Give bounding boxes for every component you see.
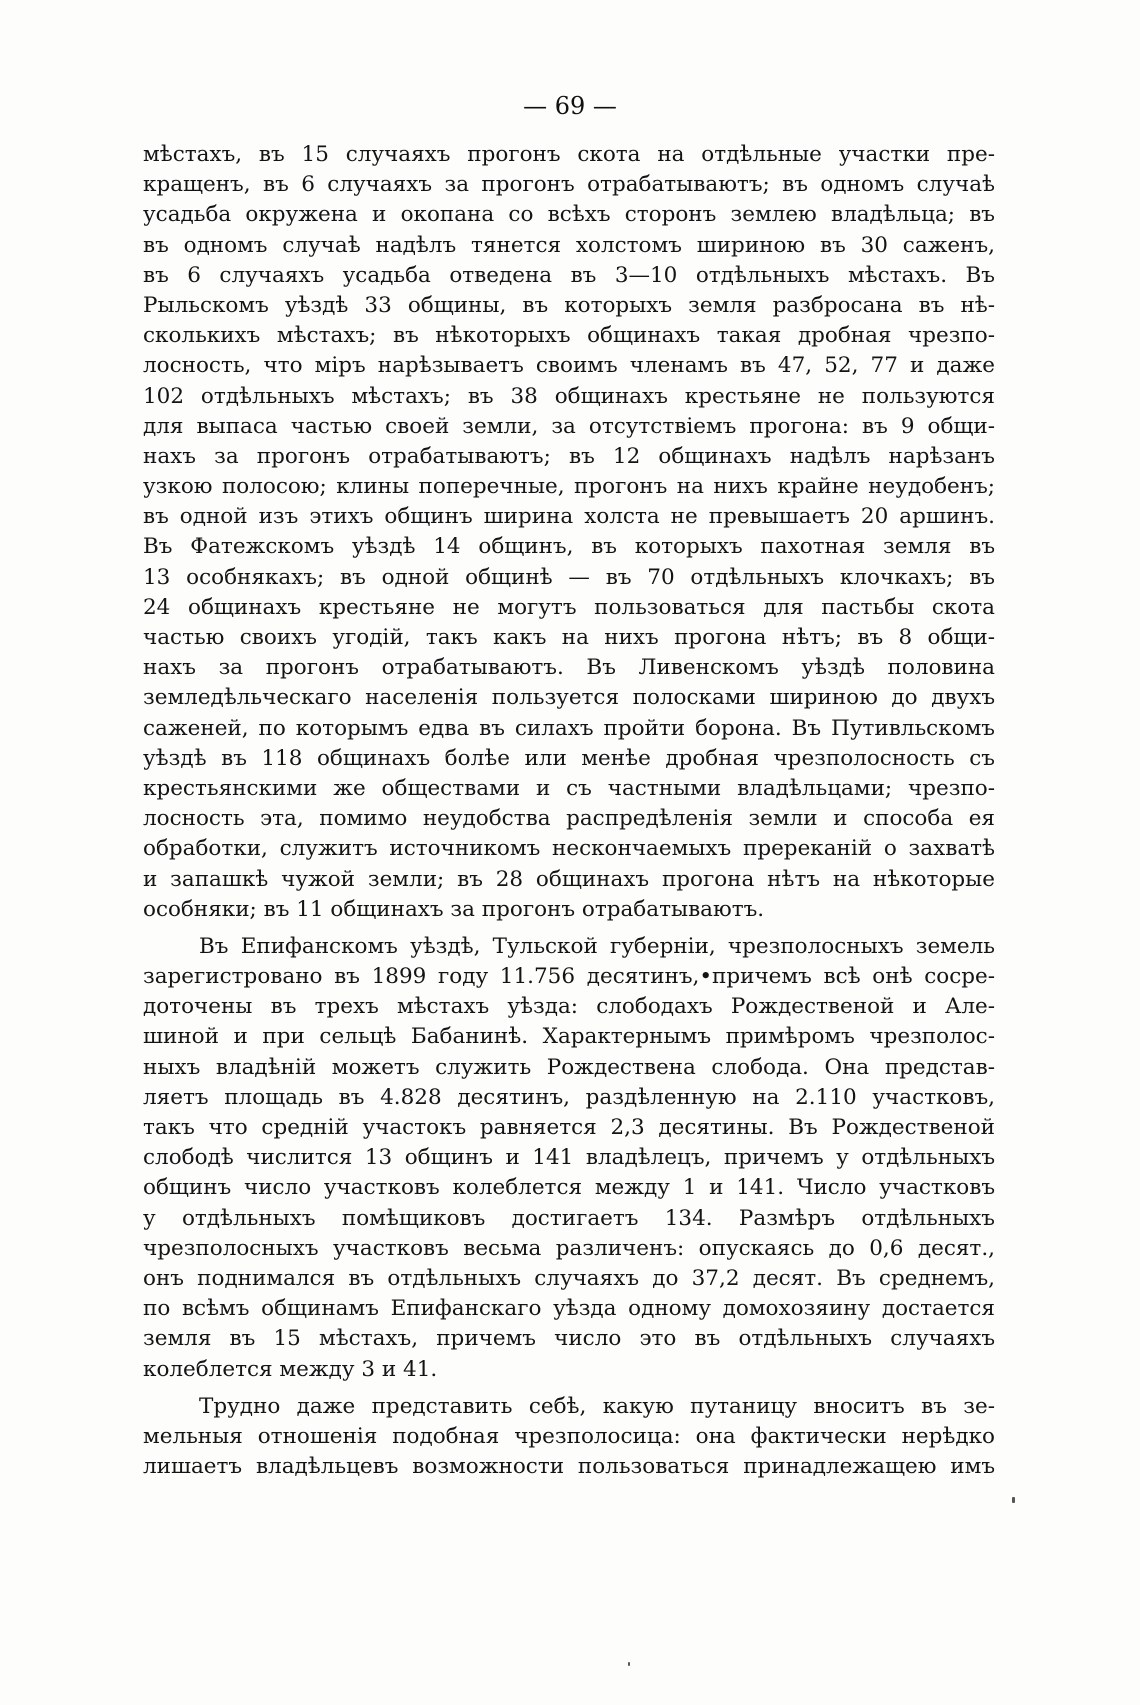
text-line: нахъ за прогонъ отрабатываютъ; въ 12 общинахъ надѣлъ нарѣзанъ <box>143 443 995 469</box>
text-line: чрезполосныхъ участковъ весьма различенъ: опускаясь до 0,6 десят., <box>143 1235 995 1261</box>
text-line: и запашкѣ чужой земли; въ 28 общинахъ прогона нѣтъ на нѣкоторые <box>143 866 995 892</box>
text-line: по всѣмъ общинамъ Епифанскаго уѣзда одному домохозяину достается <box>143 1296 995 1322</box>
text-line: въ 6 случаяхъ усадьба отведена въ 3—10 отдѣльныхъ мѣстахъ. Въ <box>143 262 995 288</box>
text-line: колеблется между 3 и 41. <box>143 1356 438 1382</box>
print-speck <box>1012 1497 1015 1503</box>
text-line: шиной и при сельцѣ Бабанинѣ. Характернымъ примѣромъ чрезполос- <box>143 1024 995 1050</box>
text-line: усадьба окружена и окопана со всѣхъ сторонъ землею владѣльца; въ <box>143 202 995 228</box>
text-line: зарегистровано въ 1899 году 11.756 десятинъ,•причемъ всѣ онѣ сосре- <box>143 964 995 990</box>
text-line: особняки; въ 11 общинахъ за прогонъ отрабатываютъ. <box>143 896 765 922</box>
text-line: лосность эта, помимо неудобства распредѣленія земли и способа ея <box>143 806 995 832</box>
text-line: крестьянскими же обществами и съ частными владѣльцами; чрезпо- <box>143 775 995 801</box>
text-line: Трудно даже представить себѣ, какую путаницу вноситъ въ зе- <box>199 1393 995 1419</box>
text-line: саженей, по которымъ едва въ силахъ пройти борона. Въ Путивльскомъ <box>143 715 995 741</box>
text-line: земледѣльческаго населенія пользуется полосками шириною до двухъ <box>143 685 995 711</box>
text-line: частью своихъ угодій, такъ какъ на нихъ прогона нѣтъ; въ 8 общи- <box>143 625 995 650</box>
text-line: Рыльскомъ уѣздѣ 33 общины, въ которыхъ земля разбросана въ нѣ- <box>143 292 995 318</box>
paragraph-gap <box>143 925 995 932</box>
text-line: узкою полосою; клины поперечные, прогонъ на нихъ крайне неудобенъ; <box>143 474 995 500</box>
text-line: у отдѣльныхъ помѣщиковъ достигаетъ 134. Размѣръ отдѣльныхъ <box>143 1205 995 1231</box>
paragraph-gap <box>143 1385 995 1392</box>
print-speck <box>628 1662 630 1666</box>
text-line: мельныя отношенія подобная чрезполосица: она фактически нерѣдко <box>143 1423 995 1449</box>
text-line: кращенъ, въ 6 случаяхъ за прогонъ отрабатываютъ; въ одномъ случаѣ <box>143 172 995 198</box>
text-line: для выпаса частью своей земли, за отсутствіемъ прогона: въ 9 общи- <box>143 413 995 439</box>
text-line: сколькихъ мѣстахъ; въ нѣкоторыхъ общинахъ такая дробная чрезпо- <box>143 323 995 349</box>
text-line: лосность, что міръ нарѣзываетъ своимъ членамъ въ 47, 52, 77 и даже <box>143 353 995 379</box>
text-line: обработки, служитъ источникомъ нескончаемыхъ пререканій о захватѣ <box>143 836 995 862</box>
paragraph <box>143 932 995 1385</box>
text-line: общинъ число участковъ колеблется между 1 и 141. Число участковъ <box>143 1175 995 1201</box>
text-line: Въ Фатежскомъ уѣздѣ 14 общинъ, въ которыхъ пахотная земля въ <box>143 534 995 560</box>
text-line: онъ поднимался въ отдѣльныхъ случаяхъ до 37,2 десят. Въ среднемъ, <box>143 1265 995 1291</box>
text-line: 102 отдѣльныхъ мѣстахъ; въ 38 общинахъ крестьяне не пользуются <box>143 383 995 409</box>
text-line: въ одной изъ этихъ общинъ ширина холста не превышаетъ 20 аршинъ. <box>143 504 995 530</box>
text-line: ныхъ владѣній можетъ служить Рождествена слобода. Она представ- <box>143 1054 995 1080</box>
text-line: уѣздѣ въ 118 общинахъ болѣе или менѣе дробная чрезполосность съ <box>143 745 995 771</box>
text-line: въ одномъ случаѣ надѣлъ тянется холстомъ шириною въ 30 саженъ, <box>143 232 995 258</box>
paragraph <box>143 1392 995 1483</box>
text-line: 24 общинахъ крестьяне не могутъ пользоваться для пастьбы скота <box>143 594 995 620</box>
text-line: Въ Епифанскомъ уѣздѣ, Тульской губерніи, чрезполосныхъ земель <box>199 933 995 959</box>
text-line: ляетъ площадь въ 4.828 десятинъ, раздѣленную на 2.110 участковъ, <box>143 1084 995 1110</box>
text-line: лишаетъ владѣльцевъ возможности пользоваться принадлежащею имъ <box>143 1454 995 1480</box>
text-line: 13 особнякахъ; въ одной общинѣ — въ 70 отдѣльныхъ клочкахъ; въ <box>143 564 995 590</box>
body-text <box>143 140 995 1482</box>
text-line: такъ что средній участокъ равняется 2,3 десятины. Въ Рождественой <box>143 1115 995 1140</box>
paragraph <box>143 140 995 925</box>
text-line: земля въ 15 мѣстахъ, причемъ число это въ отдѣльныхъ случаяхъ <box>143 1326 995 1352</box>
text-line: слободѣ числится 13 общинъ и 141 владѣлецъ, причемъ у отдѣльныхъ <box>143 1145 995 1171</box>
text-line: нахъ за прогонъ отрабатываютъ. Въ Ливенскомъ уѣздѣ половина <box>143 655 995 681</box>
text-line: мѣстахъ, въ 15 случаяхъ прогонъ скота на отдѣльные участки пре- <box>143 142 995 167</box>
page-number: — 69 — <box>523 92 617 120</box>
text-line: доточены въ трехъ мѣстахъ уѣзда: слободахъ Рождественой и Але- <box>143 994 995 1020</box>
